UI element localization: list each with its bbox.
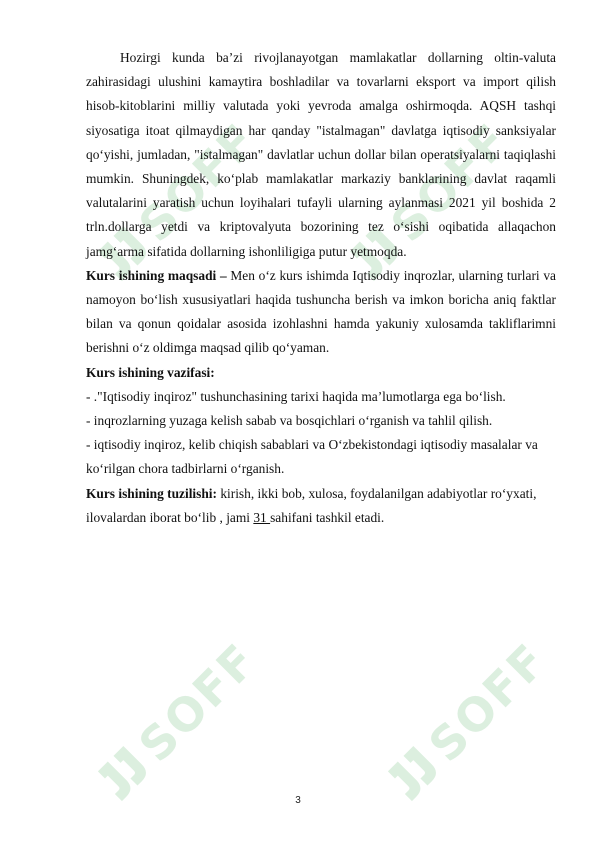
tasks-heading: Kurs ishining vazifasi: — [86, 364, 215, 380]
structure-text-end: sahifani tashkil etadi. — [270, 509, 385, 525]
document-body — [86, 46, 556, 530]
page-number: 3 — [295, 795, 301, 806]
structure-paragraph — [86, 482, 556, 530]
watermark — [88, 614, 290, 816]
task-item: - ."Iqtisodiy inqiroz" tushunchasining tarixi haqida ma’lumotlarga ega bo‘lish. — [86, 388, 506, 404]
purpose-paragraph — [86, 264, 556, 361]
watermark — [378, 614, 580, 816]
watermark-logo — [378, 614, 576, 812]
purpose-text: Men o‘z kurs ishimda Iqtisodiy inqrozlar, ularning turlari va namoyon bo‘lish xususiyatlari haqida tushuncha berish va imkon boricha aniq faktlar bilan va qonun qoidalar asosida izohlashni hamda yakuniy xulosamda takliflarimni berishni o‘z oldimga maqsad qilib qo‘yaman. — [86, 267, 556, 356]
watermark-text: SOFF — [418, 632, 558, 773]
structure-text: kirish, ikki bob, xulosa, foydalanilgan adabiyotlar ro‘yxati, ilovalardan iborat bo‘lib , jami — [86, 485, 537, 525]
watermark-text: SOFF — [128, 632, 268, 773]
purpose-heading: Kurs ishining maqsadi – — [86, 267, 227, 283]
task-item: - inqrozlarning yuzaga kelish sabab va bosqichlari o‘rganish va tahlil qilish. — [86, 413, 493, 429]
intro-paragraph: Hozirgi kunda ba’zi rivojlanayotgan mamlakatlar dollarning oltin-valuta zahirasidagi ulushini kamaytira boshladilar va tovarlarni eksport va import qilish hisob-kitoblarini milliy valutada yoki yevroda amalga oshirmoqda. AQSH tashqi siyosatiga itoat qilmaydigan har qanday "istalmagan" davlatga iqtisodiy sanksiyalar qo‘yishi, jumladan, "istalmagan" davlatlar uchun dollar bilan operatsiyalarni taqiqlashi mumkin. Shuningdek, ko‘plab mamlakatlar markaziy banklarining davlat raqamli valutalarini yaratish uchun loyihalari tufayli ularning aylanmasi 2021 yil boshida 2 trln.dollarga yetdi va kriptovalyuta bozorining tez o‘sishi oqibatida allaqachon jamg‘arma sifatida dollarning ishonliligiga putur yetmoqda. — [86, 50, 556, 259]
watermark-text: SOFF — [128, 112, 268, 253]
structure-heading: Kurs ishining tuzilishi: — [86, 485, 217, 501]
task-item: - iqtisodiy inqiroz, kelib chiqish sabablari va O‘zbekistondagi iqtisodiy masalalar va ko‘rilgan chora tadbirlarni o‘rganish. — [86, 437, 538, 477]
watermark-logo — [88, 614, 286, 812]
watermark-text: SOFF — [380, 112, 520, 253]
page-count: 31 — [253, 509, 271, 525]
